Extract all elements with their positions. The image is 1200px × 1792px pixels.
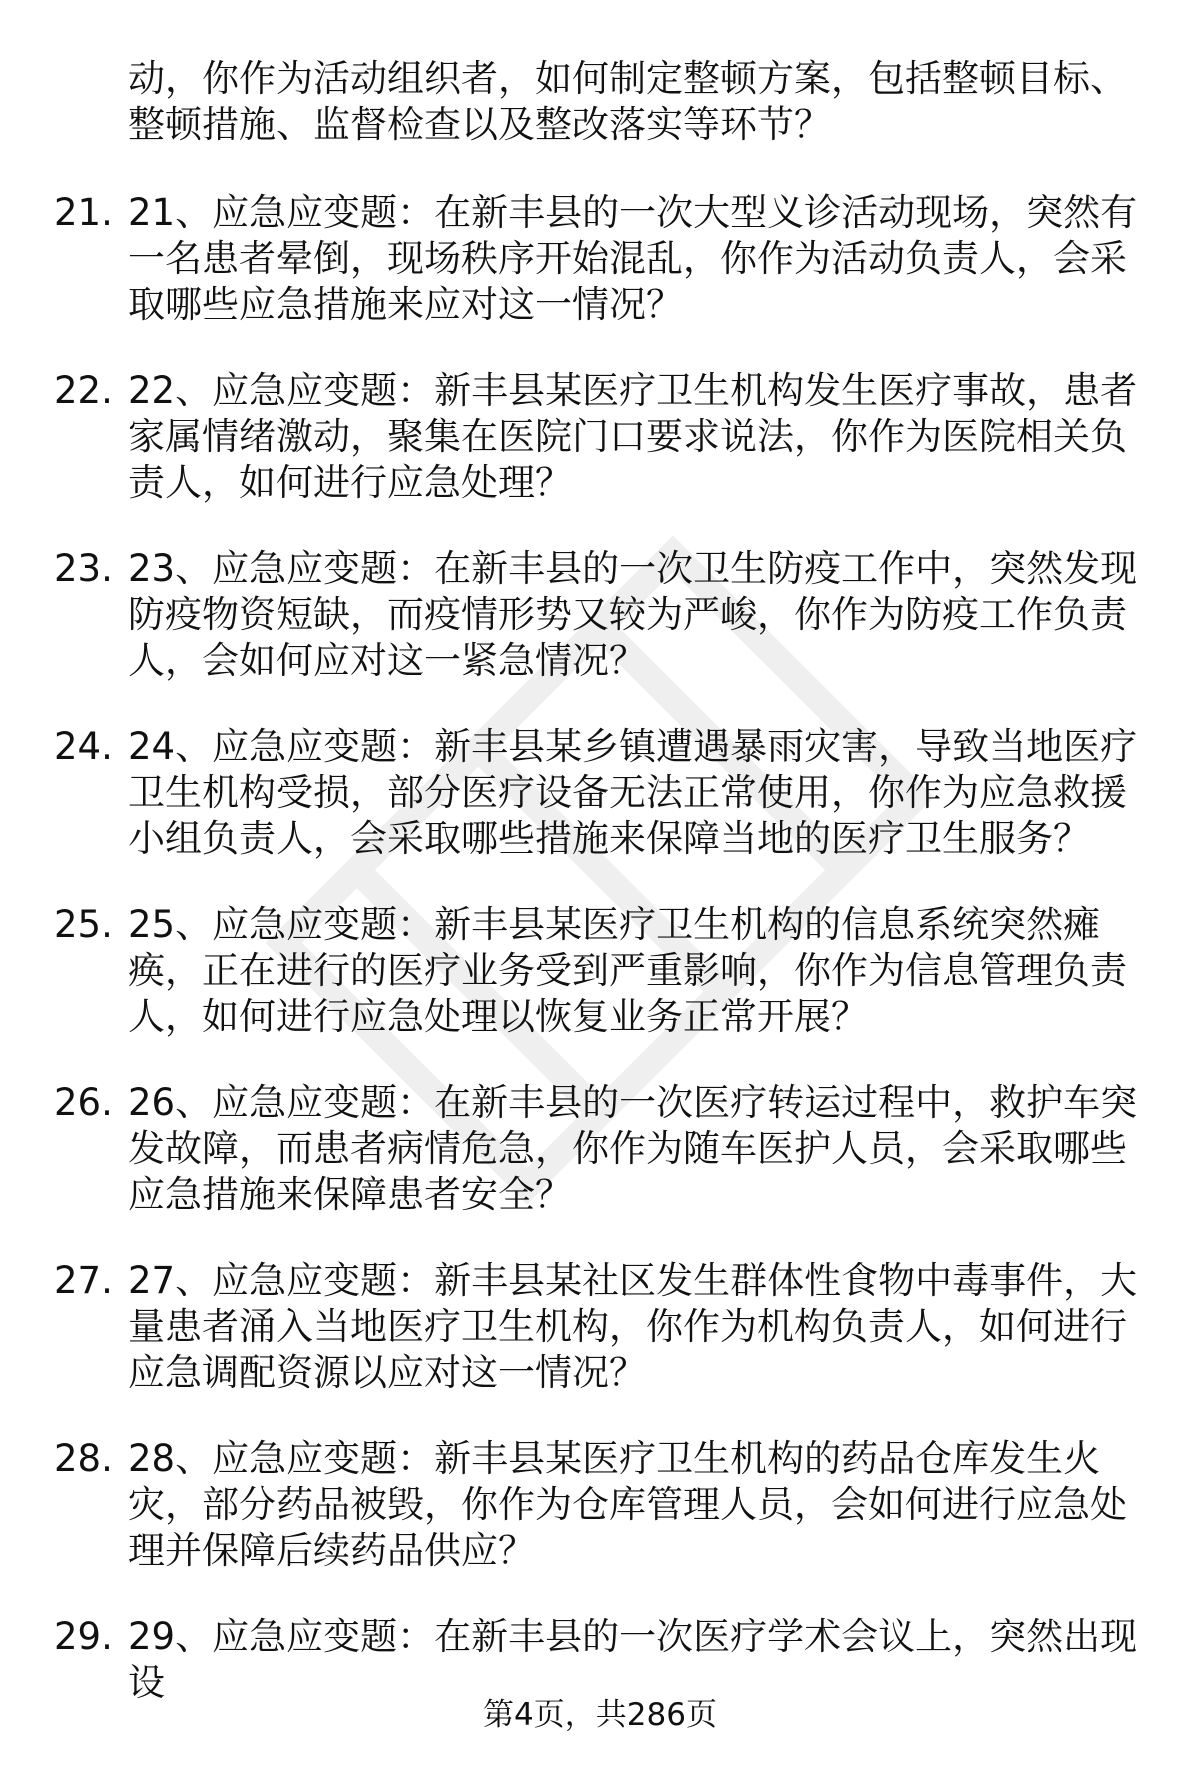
question-item	[0, 546, 1200, 724]
question-number: 24.	[54, 725, 113, 768]
question-text: 25、应急应变题：新丰县某医疗卫生机构的信息系统突然瘫痪，正在进行的医疗业务受到严重影响，你作为信息管理负责人，如何进行应急处理以恢复业务正常开展？	[128, 903, 1127, 1038]
question-number: 21.	[54, 191, 113, 234]
question-item	[0, 1436, 1200, 1614]
question-text: 23、应急应变题：在新丰县的一次卫生防疫工作中，突然发现防疫物资短缺，而疫情形势又较为严峻，你作为防疫工作负责人，会如何应对这一紧急情况？	[128, 547, 1138, 682]
intro-paragraph: 动，你作为活动组织者，如何制定整顿方案，包括整顿目标、整顿措施、监督检查以及整改落实等环节？	[128, 57, 1127, 146]
question-text: 24、应急应变题：新丰县某乡镇遭遇暴雨灾害，导致当地医疗卫生机构受损，部分医疗设备无法正常使用，你作为应急救援小组负责人，会采取哪些措施来保障当地的医疗卫生服务？	[128, 725, 1138, 860]
question-number: 27.	[54, 1259, 113, 1302]
page-footer: 第4页，共286页	[483, 1697, 717, 1733]
question-item	[0, 724, 1200, 902]
question-text: 26、应急应变题：在新丰县的一次医疗转运过程中，救护车突发故障，而患者病情危急，你作为随车医护人员，会采取哪些应急措施来保障患者安全？	[128, 1081, 1138, 1216]
question-item	[0, 1258, 1200, 1436]
question-text: 29、应急应变题：在新丰县的一次医疗学术会议上，突然出现设	[128, 1615, 1138, 1704]
question-item	[0, 1080, 1200, 1258]
question-text: 21、应急应变题：在新丰县的一次大型义诊活动现场，突然有一名患者晕倒，现场秩序开始混乱，你作为活动负责人，会采取哪些应急措施来应对这一情况？	[128, 191, 1138, 326]
question-number: 28.	[54, 1437, 113, 1480]
question-text: 27、应急应变题：新丰县某社区发生群体性食物中毒事件，大量患者涌入当地医疗卫生机构，你作为机构负责人，如何进行应急调配资源以应对这一情况？	[128, 1259, 1138, 1394]
question-item	[0, 902, 1200, 1080]
question-number: 29.	[54, 1615, 113, 1658]
question-number: 25.	[54, 903, 113, 946]
question-number: 26.	[54, 1081, 113, 1124]
question-list	[0, 190, 1200, 1792]
question-number: 23.	[54, 547, 113, 590]
question-item	[0, 190, 1200, 368]
question-number: 22.	[54, 369, 113, 412]
question-text: 28、应急应变题：新丰县某医疗卫生机构的药品仓库发生火灾，部分药品被毁，你作为仓库管理人员，会如何进行应急处理并保障后续药品供应？	[128, 1437, 1127, 1572]
question-item	[0, 368, 1200, 546]
question-text: 22、应急应变题：新丰县某医疗卫生机构发生医疗事故，患者家属情绪激动，聚集在医院门口要求说法，你作为医院相关负责人，如何进行应急处理？	[128, 369, 1138, 504]
